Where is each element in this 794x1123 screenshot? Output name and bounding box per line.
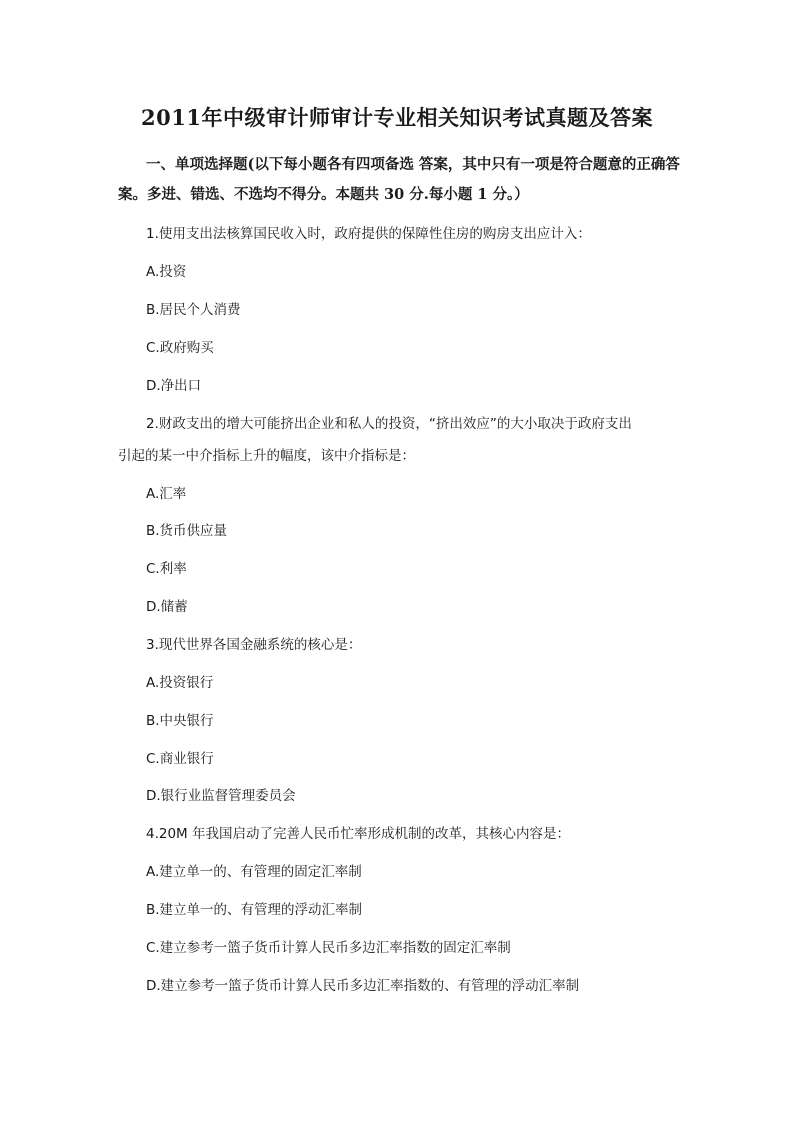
question-1-option-a: A.投资 bbox=[146, 264, 187, 280]
question-1-option-b: B.居民个人消费 bbox=[146, 302, 241, 318]
section-heading-line-1: 一、单项选择题(以下每小题各有四项备选 答案，其中只有一项是符合题意的正确答 bbox=[146, 156, 680, 173]
question-4-option-b: B.建立单一的、有管理的浮动汇率制 bbox=[146, 902, 363, 918]
question-3-stem: 3.现代世界各国金融系统的核心是： bbox=[146, 637, 362, 653]
question-1-stem: 1.使用支出法核算国民收入时，政府提供的保障性住房的购房支出应计入： bbox=[146, 226, 591, 242]
question-3-option-d: D.银行业监督管理委员会 bbox=[146, 788, 296, 804]
question-3-option-c: C.商业银行 bbox=[146, 751, 214, 767]
section-heading-line-2: 案。多进、错选、不选均不得分。本题共 30 分.每小题 1 分。） bbox=[118, 186, 529, 203]
question-2-option-c: C.利率 bbox=[146, 561, 187, 577]
question-1-option-d: D.净出口 bbox=[146, 378, 202, 394]
question-3-option-a: A.投资银行 bbox=[146, 675, 214, 691]
question-4-option-a: A.建立单一的、有管理的固定汇率制 bbox=[146, 864, 362, 880]
question-2-option-a: A.汇率 bbox=[146, 486, 187, 502]
question-1-option-c: C.政府购买 bbox=[146, 340, 214, 356]
question-4-stem: 4.20M 年我国启动了完善人民币忙率形成机制的改革，其核心内容是： bbox=[146, 826, 570, 842]
question-2-stem-line-2: 引起的某一中介指标上升的幅度，该中介指标是： bbox=[118, 448, 415, 464]
question-3-option-b: B.中央银行 bbox=[146, 713, 214, 729]
question-2-option-b: B.货币供应量 bbox=[146, 523, 228, 539]
question-2-option-d: D.储蓄 bbox=[146, 599, 188, 615]
question-4-option-d: D.建立参考一篮子货币计算人民币多边汇率指数的、有管理的浮动汇率制 bbox=[146, 978, 580, 994]
question-4-option-c: C.建立参考一篮子货币计算人民币多边汇率指数的固定汇率制 bbox=[146, 940, 511, 956]
document-title: 2011年中级审计师审计专业相关知识考试真题及答案 bbox=[141, 105, 653, 130]
question-2-stem-line-1: 2.财政支出的增大可能挤出企业和私人的投资，“挤出效应”的大小取决于政府支出 bbox=[146, 416, 632, 432]
